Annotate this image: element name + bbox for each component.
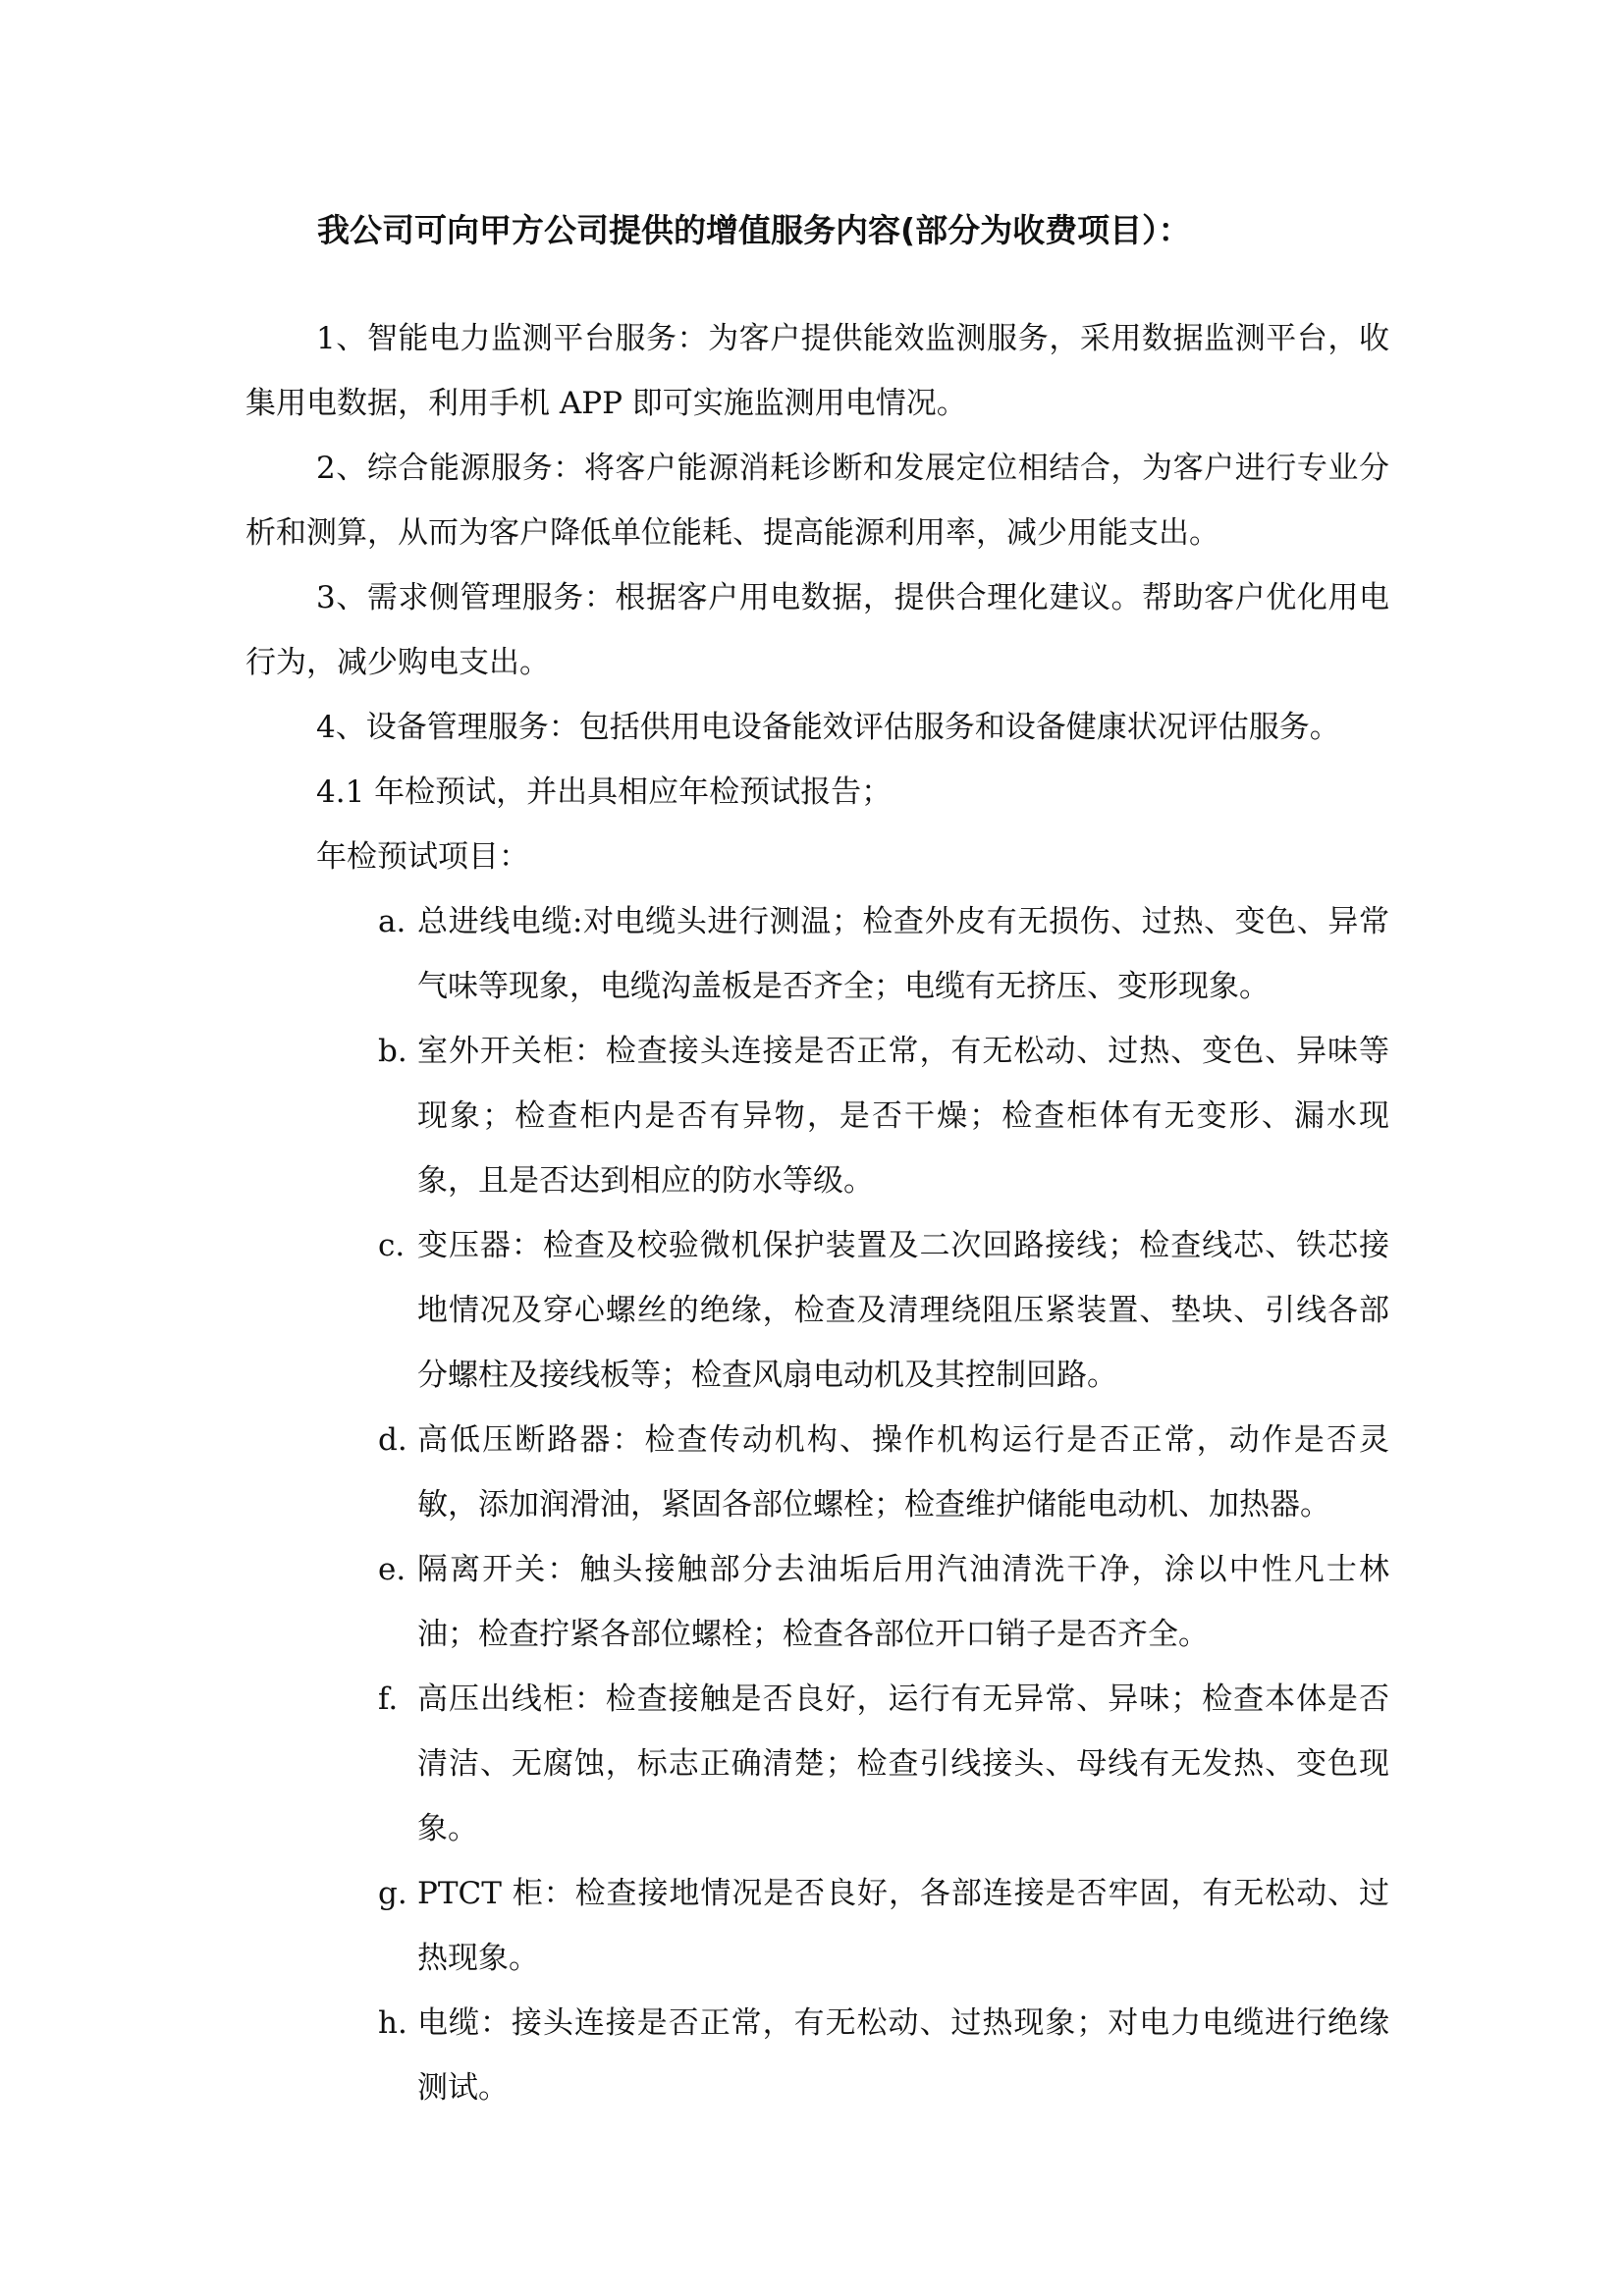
- list-marker: b.: [378, 1034, 407, 1069]
- page-title: 我公司可向甲方公司提供的增值服务内容(部分为收费项目）：: [317, 211, 1191, 249]
- sub-heading: 4.1 年检预试，并出具相应年检预试报告；: [316, 774, 893, 810]
- list-item: [378, 1408, 1389, 1537]
- list-item-text: 隔离开关：触头接触部分去油垢后用汽油清洗干净，涂以中性凡士林油；检查拧紧各部位螺栓；检查各部位开口销子是否齐全。: [417, 1552, 1389, 1652]
- list-item-text: 高压出线柜：检查接触是否良好，运行有无异常、异味；检查本体是否清洁、无腐蚀，标志正确清楚；检查引线接头、母线有无发热、变色现象。: [417, 1682, 1389, 1846]
- items-heading: 年检预试项目：: [316, 839, 529, 875]
- list-item: [378, 889, 1389, 1019]
- list-item: [378, 1213, 1389, 1408]
- list-item-text: 高低压断路器：检查传动机构、操作机构运行是否正常，动作是否灵敏，添加润滑油，紧固各部位螺栓；检查维护储能电动机、加热器。: [417, 1422, 1389, 1522]
- list-item: [378, 1991, 1389, 2120]
- list-marker: e.: [378, 1552, 406, 1587]
- list-item: [378, 1667, 1389, 1861]
- list-item: [378, 1019, 1389, 1213]
- list-item: [378, 1537, 1389, 1667]
- list-item-text: 室外开关柜：检查接头连接是否正常，有无松动、过热、变色、异味等现象；检查柜内是否有异物，是否干燥；检查柜体有无变形、漏水现象，且是否达到相应的防水等级。: [417, 1034, 1389, 1199]
- list-marker: g.: [378, 1876, 407, 1911]
- paragraph-3: 3、需求侧管理服务：根据客户用电数据，提供合理化建议。帮助客户优化用电行为，减少购电支出。: [245, 580, 1389, 680]
- paragraph-2: 2、综合能源服务：将客户能源消耗诊断和发展定位相结合，为客户进行专业分析和测算，从而为客户降低单位能耗、提高能源利用率，减少用能支出。: [245, 451, 1389, 551]
- paragraph-4: 4、设备管理服务：包括供用电设备能效评估服务和设备健康状况评估服务。: [316, 710, 1340, 745]
- list-item-text: 总进线电缆:对电缆头进行测温；检查外皮有无损伤、过热、变色、异常气味等现象，电缆沟盖板是否齐全；电缆有无挤压、变形现象。: [417, 904, 1389, 1004]
- list-item-text: 变压器：检查及校验微机保护装置及二次回路接线；检查线芯、铁芯接地情况及穿心螺丝的绝缘，检查及清理绕阻压紧装置、垫块、引线各部分螺柱及接线板等；检查风扇电动机及其控制回路。: [417, 1228, 1389, 1393]
- list-marker: h.: [378, 2005, 407, 2041]
- list-marker: f.: [378, 1682, 399, 1717]
- list-item: [378, 1861, 1389, 1991]
- list-marker: d.: [378, 1422, 407, 1458]
- list-item-text: 电缆：接头连接是否正常，有无松动、过热现象；对电力电缆进行绝缘测试。: [417, 2005, 1389, 2106]
- list-item-text: PTCT 柜：检查接地情况是否良好，各部连接是否牢固，有无松动、过热现象。: [417, 1876, 1389, 1976]
- list-marker: c.: [378, 1228, 406, 1263]
- paragraph-1: 1、智能电力监测平台服务：为客户提供能效监测服务，采用数据监测平台，收集用电数据，利用手机 APP 即可实施监测用电情况。: [245, 321, 1389, 421]
- list-marker: a.: [378, 904, 406, 939]
